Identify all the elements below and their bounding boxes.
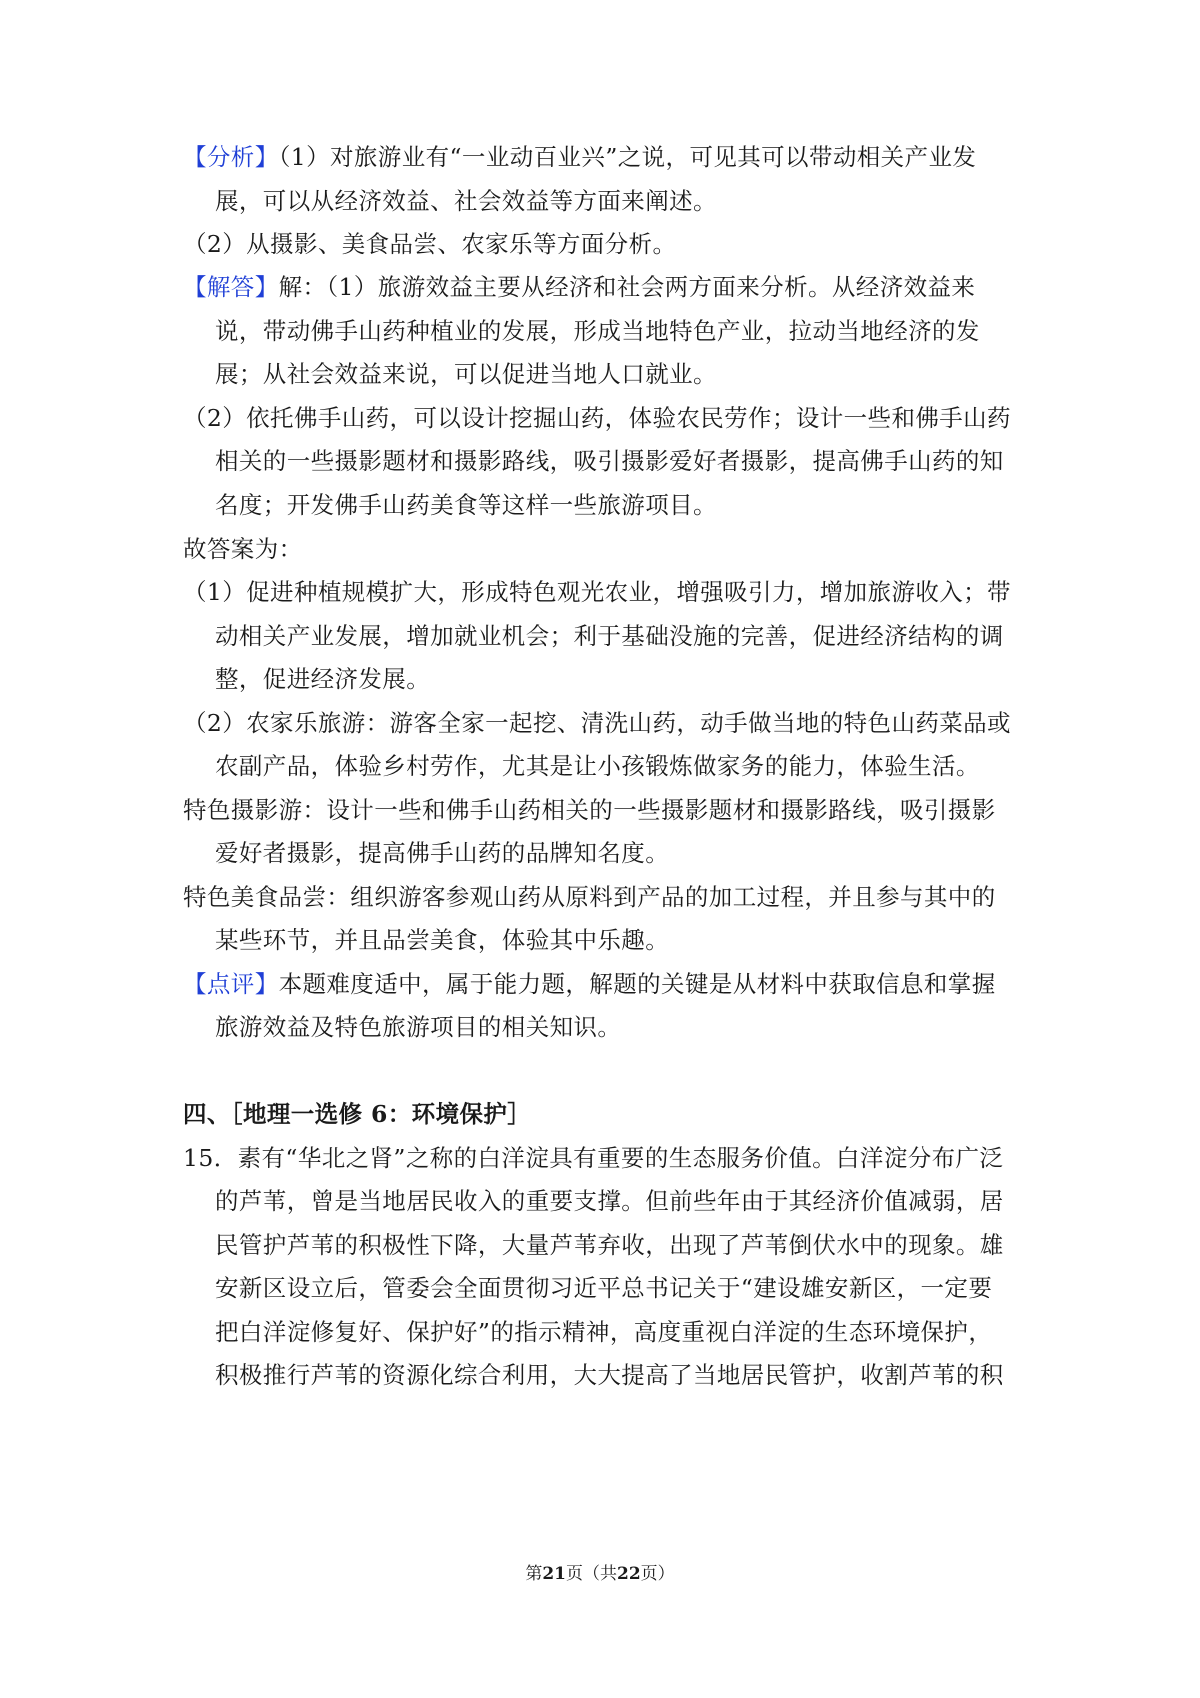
question-15-line-5: 把白洋淀修复好、保护好”的指示精神，高度重视白洋淀的生态环境保护， [215, 1318, 993, 1346]
question-15-line-6: 积极推行芦苇的资源化综合利用，大大提高了当地居民管护，收割芦苇的积 [215, 1361, 1004, 1389]
answer-tag: 【解答】 [183, 273, 279, 301]
footer-page-number: 21 [542, 1564, 566, 1584]
question-15-line-3: 民管护芦苇的积极性下降，大量芦苇弃收，出现了芦苇倒伏水中的现象。雄 [215, 1231, 1004, 1259]
answer-item-3-line-1: 特色摄影游：设计一些和佛手山药相关的一些摄影题材和摄影路线，吸引摄影 [183, 796, 996, 824]
question-15-line-4: 安新区设立后，管委会全面贯彻习近平总书记关于“建设雄安新区，一定要 [215, 1274, 993, 1302]
answer-line-1 [183, 271, 1022, 303]
answer-line-6: 名度；开发佛手山药美食等这样一些旅游项目。 [215, 491, 717, 519]
footer-prefix: 第 [525, 1564, 543, 1584]
answer-item-2-line-1: （2）农家乐旅游：游客全家一起挖、清洗山药，动手做当地的特色山药菜品或 [183, 709, 1011, 737]
comment-text: 本题难度适中，属于能力题，解题的关键是从材料中获取信息和掌握 [278, 970, 996, 998]
answer-item-4-line-1: 特色美食品尝：组织游客参观山药从原料到产品的加工过程，并且参与其中的 [183, 883, 996, 911]
answer-item-1-line-2: 动相关产业发展，增加就业机会；利于基础没施的完善，促进经济结构的调 [215, 622, 1004, 650]
section-heading: 四、［地理一选修 6：环境保护］ [183, 1100, 532, 1128]
analysis-text: （1）对旅游业有“一业动百业兴”之说，可见其可以带动相关产业发 [278, 143, 977, 171]
comment-line-1 [183, 968, 1022, 1000]
footer-total-pages: 22 [617, 1564, 641, 1584]
question-15-line-2: 的芦苇，曾是当地居民收入的重要支撑。但前些年由于其经济价值减弱，居 [215, 1187, 1004, 1215]
footer-suffix: 页） [640, 1564, 675, 1584]
answer-item-1-line-1: （1）促进种植规模扩大，形成特色观光农业，增强吸引力，增加旅游收入；带 [183, 578, 1011, 606]
answer-line-4: （2）依托佛手山药，可以设计挖掘山药，体验农民劳作；设计一些和佛手山药 [183, 404, 1011, 432]
answer-item-1-line-3: 整，促进经济发展。 [215, 665, 431, 693]
answer-item-4-line-2: 某些环节，并且品尝美食，体验其中乐趣。 [215, 926, 670, 954]
comment-line-2: 旅游效益及特色旅游项目的相关知识。 [215, 1013, 622, 1041]
question-15-line-1: 15．素有“华北之肾”之称的白洋淀具有重要的生态服务价值。白洋淀分布广泛 [183, 1144, 1004, 1172]
answer-conclusion: 故答案为： [183, 535, 303, 563]
answer-line-3: 展；从社会效益来说，可以促进当地人口就业。 [215, 360, 717, 388]
analysis-tag: 【分析】 [183, 143, 279, 171]
comment-tag: 【点评】 [183, 970, 279, 998]
analysis-line-1 [183, 141, 1022, 173]
footer-middle: 页（共 [566, 1564, 617, 1584]
page-footer [0, 1562, 1200, 1586]
answer-text: 解：（1）旅游效益主要从经济和社会两方面来分析。从经济效益来 [278, 273, 976, 301]
answer-item-3-line-2: 爱好者摄影，提高佛手山药的品牌知名度。 [215, 839, 670, 867]
answer-item-2-line-2: 农副产品，体验乡村劳作，尤其是让小孩锻炼做家务的能力，体验生活。 [215, 752, 980, 780]
answer-line-2: 说，带动佛手山药种植业的发展，形成当地特色产业，拉动当地经济的发 [215, 317, 980, 345]
answer-line-5: 相关的一些摄影题材和摄影路线，吸引摄影爱好者摄影，提高佛手山药的知 [215, 447, 1004, 475]
analysis-line-3: （2）从摄影、美食品尝、农家乐等方面分析。 [183, 230, 677, 258]
analysis-line-2: 展，可以从经济效益、社会效益等方面来阐述。 [215, 187, 717, 215]
